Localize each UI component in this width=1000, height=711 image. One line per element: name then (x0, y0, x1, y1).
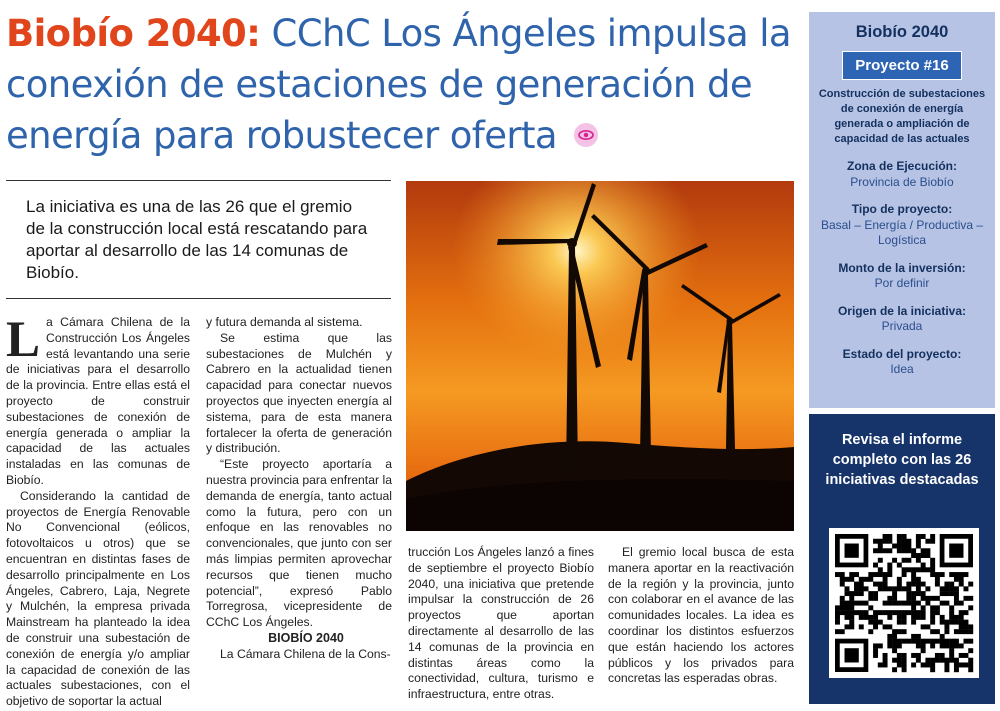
headline-text: CChC Los Ángeles impulsa la conexión de estaciones de generación de energía para robustecer oferta (6, 12, 791, 157)
report-cta-box (809, 414, 995, 704)
project-description: Construcción de subestaciones de conexión de energía generada o ampliación de capacidad de las actuales (818, 88, 986, 145)
body-column-2 (206, 315, 392, 663)
project-badge: Proyecto #16 (842, 51, 961, 80)
paragraph: La Cámara Chilena de la Construcción Los Ángeles está levantando una serie de iniciativas para el desarrollo de la provincia. Entre ellas está el proyecto de construir subestaciones de conexión de energía generada o ampliar la capacidad de las actuales instaladas en las comunas de Biobío. (6, 312, 190, 487)
wind-turbines-photo (406, 181, 794, 531)
field-estado (809, 347, 995, 378)
project-sidebar (809, 12, 995, 408)
lead-top-rule (6, 180, 391, 181)
field-label: Monto de la inversión: (838, 260, 966, 275)
field-value: Idea (890, 362, 914, 376)
sidebar-title: Biobío 2040 (855, 23, 949, 41)
headline-kicker: Biobío 2040: (6, 12, 261, 55)
body-column-1 (6, 312, 190, 710)
field-label: Tipo de proyecto: (851, 202, 953, 216)
field-value: Por definir (874, 276, 930, 290)
field-value: Privada (881, 319, 923, 333)
drop-cap: L (6, 312, 41, 368)
eye-icon[interactable] (574, 123, 598, 147)
paragraph: Considerando la cantidad de proyectos de Energía Renovable No Convencional (eólicos, fotovoltaicos u otros) que se encuentran en distintas fases de desarrollo principalmente en Los Ángeles, Cabrero, Laja, Negrete y Mulchén, la empresa privada Mainstream ha planteado la idea de construir una subestación de conexión de energía y/o ampliar la capacidad de conexión de las actuales subestaciones, con el objetivo de soportar la actual (6, 488, 190, 709)
paragraph: La Cámara Chilena de la Cons- (220, 646, 391, 661)
field-value: Provincia de Biobío (850, 174, 954, 189)
paragraph: trucción Los Ángeles lanzó a fines de septiembre el proyecto Biobío 2040, una iniciativa que pretende impulsar la construcción de 26 proyectos que aportan directamente al desarrollo de las 14 comunas de la provincia en distintas áreas como la conectividad, cultura, turismo e infraestructura, entre otras. (408, 545, 594, 702)
field-zona (809, 159, 995, 190)
paragraph: Se estima que las subestaciones de Mulchén y Cabrero en la actualidad tienen capacidad para conectar nuevos proyectos que inyecten energía al sistema, para de esta manera fortalecer la oferta de generación y distribución. (206, 330, 392, 456)
paragraph: “Este proyecto aportaría a nuestra provincia para enfrentar la demanda de energía, tanto actual como la futura, pero con un enfoque en las renovables no convencionales, que junto con ser más limpias permiten aprovechar recursos que tienen mucho potencial”, expresó Pablo Torregrosa, vicepresidente de CChC Los Ángeles. (206, 457, 392, 630)
field-label: Zona de Ejecución: (846, 159, 957, 173)
body-column-4 (608, 545, 794, 687)
field-monto (809, 261, 995, 292)
section-subhead: BIOBÍO 2040 (268, 630, 344, 645)
field-origen (809, 304, 995, 335)
cta-text: Revisa el informe completo con las 26 iniciativas destacadas (825, 432, 979, 488)
field-label: Estado del proyecto: (842, 346, 962, 361)
field-tipo (809, 202, 995, 249)
lead-paragraph: La iniciativa es una de las 26 que el gremio de la construcción local está rescatando para aportar al desarrollo de las 14 comunas de Biobío. (26, 197, 368, 282)
field-label: Origen de la iniciativa: (837, 303, 967, 318)
lead-bottom-rule (6, 298, 391, 299)
headline (6, 8, 796, 161)
paragraph: El gremio local busca de esta manera aportar en la reactivación de la región y la provincia, junto con colaborar en el avance de las comunidades locales. La idea es coordinar los distintos esfuerzos que están haciendo los actores públicos y los privados para concretas las esperadas obras. (608, 545, 794, 686)
field-value: Basal – Energía / Productiva – Logística (820, 217, 984, 247)
paragraph: y futura demanda al sistema. (206, 315, 363, 329)
body-column-3 (408, 545, 594, 703)
qr-code[interactable] (829, 528, 979, 678)
